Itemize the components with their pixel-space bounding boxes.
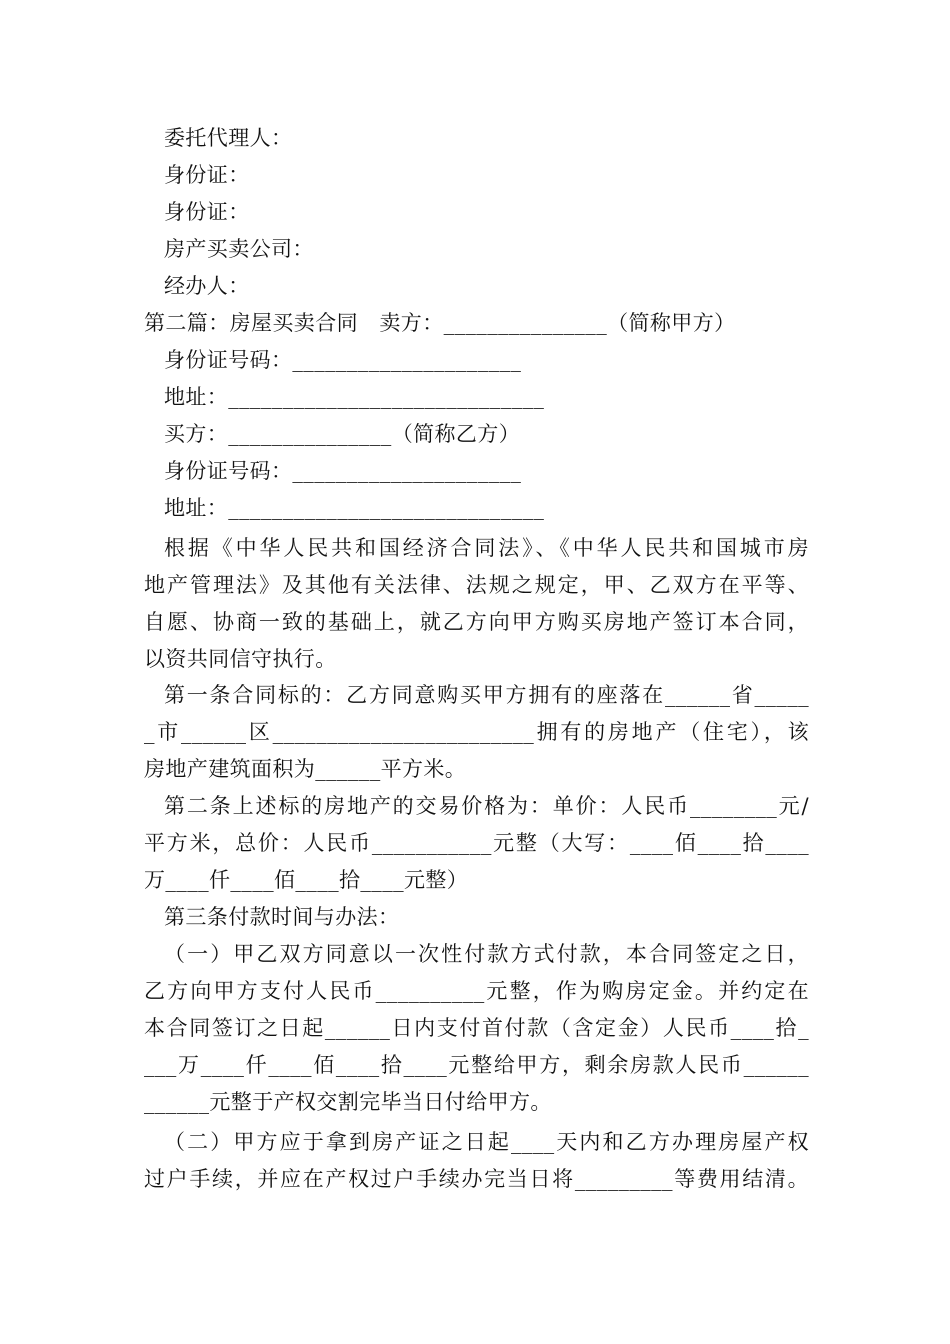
article-3-title: 第三条付款时间与办法： [164, 905, 400, 929]
paragraph-line: 地产管理法》及其他有关法律、法规之规定，甲、乙双方在平等、 [144, 573, 809, 597]
real-estate-company-label: 房产买卖公司： [164, 237, 314, 261]
article-1-line: 第一条合同标的：乙方同意购买甲方拥有的座落在______省_____ [164, 683, 809, 707]
article-2-line: 第二条上述标的房地产的交易价格为：单价：人民币________元/ [164, 794, 809, 818]
paragraph-line: 以资共同信守执行。 [144, 647, 337, 671]
article-2-line: 万____仟____佰____拾____元整） [144, 868, 469, 892]
paragraph-line: 自愿、协商一致的基础上，就乙方向甲方购买房地产签订本合同， [144, 610, 809, 634]
id-card-label: 身份证： [164, 200, 250, 224]
article-2-line: 平方米，总价：人民币___________元整（大写：____佰____拾____ [144, 831, 809, 855]
seller-address: 地址：_____________________________ [164, 385, 545, 409]
clause-1-line: 本合同签订之日起______日内支付首付款（含定金）人民币____拾_ [144, 1016, 809, 1040]
clause-2-line: 过户手续，并应在产权过户手续办完当日将_________等费用结清。 [144, 1167, 809, 1191]
agent-label: 委托代理人： [164, 126, 293, 150]
section-title-seller: 第二篇：房屋买卖合同 卖方：_______________（简称甲方） [144, 311, 736, 335]
clause-2-line: （二）甲方应于拿到房产证之日起____天内和乙方办理房屋产权 [164, 1130, 809, 1154]
buyer-address: 地址：_____________________________ [164, 496, 545, 520]
handler-label: 经办人： [164, 274, 250, 298]
id-card-label: 身份证： [164, 163, 250, 187]
clause-1-line: （一）甲乙双方同意以一次性付款方式付款，本合同签定之日， [164, 942, 809, 966]
article-1-line: _市______区________________________拥有的房地产（住宅），该 [144, 720, 809, 744]
buyer-id-number: 身份证号码：_____________________ [164, 459, 522, 483]
paragraph-line: 根据《中华人民共和国经济合同法》、《中华人民共和国城市房 [164, 536, 809, 560]
clause-1-line: ___万____仟____佰____拾____元整给甲方，剩余房款人民币______ [144, 1053, 809, 1077]
buyer-line: 买方：_______________（简称乙方） [164, 422, 521, 446]
seller-id-number: 身份证号码：_____________________ [164, 348, 522, 372]
clause-1-line: ______元整于产权交割完毕当日付给甲方。 [144, 1090, 552, 1114]
clause-1-line: 乙方向甲方支付人民币__________元整，作为购房定金。并约定在 [144, 979, 809, 1003]
article-1-line: 房地产建筑面积为______平方米。 [144, 757, 467, 781]
